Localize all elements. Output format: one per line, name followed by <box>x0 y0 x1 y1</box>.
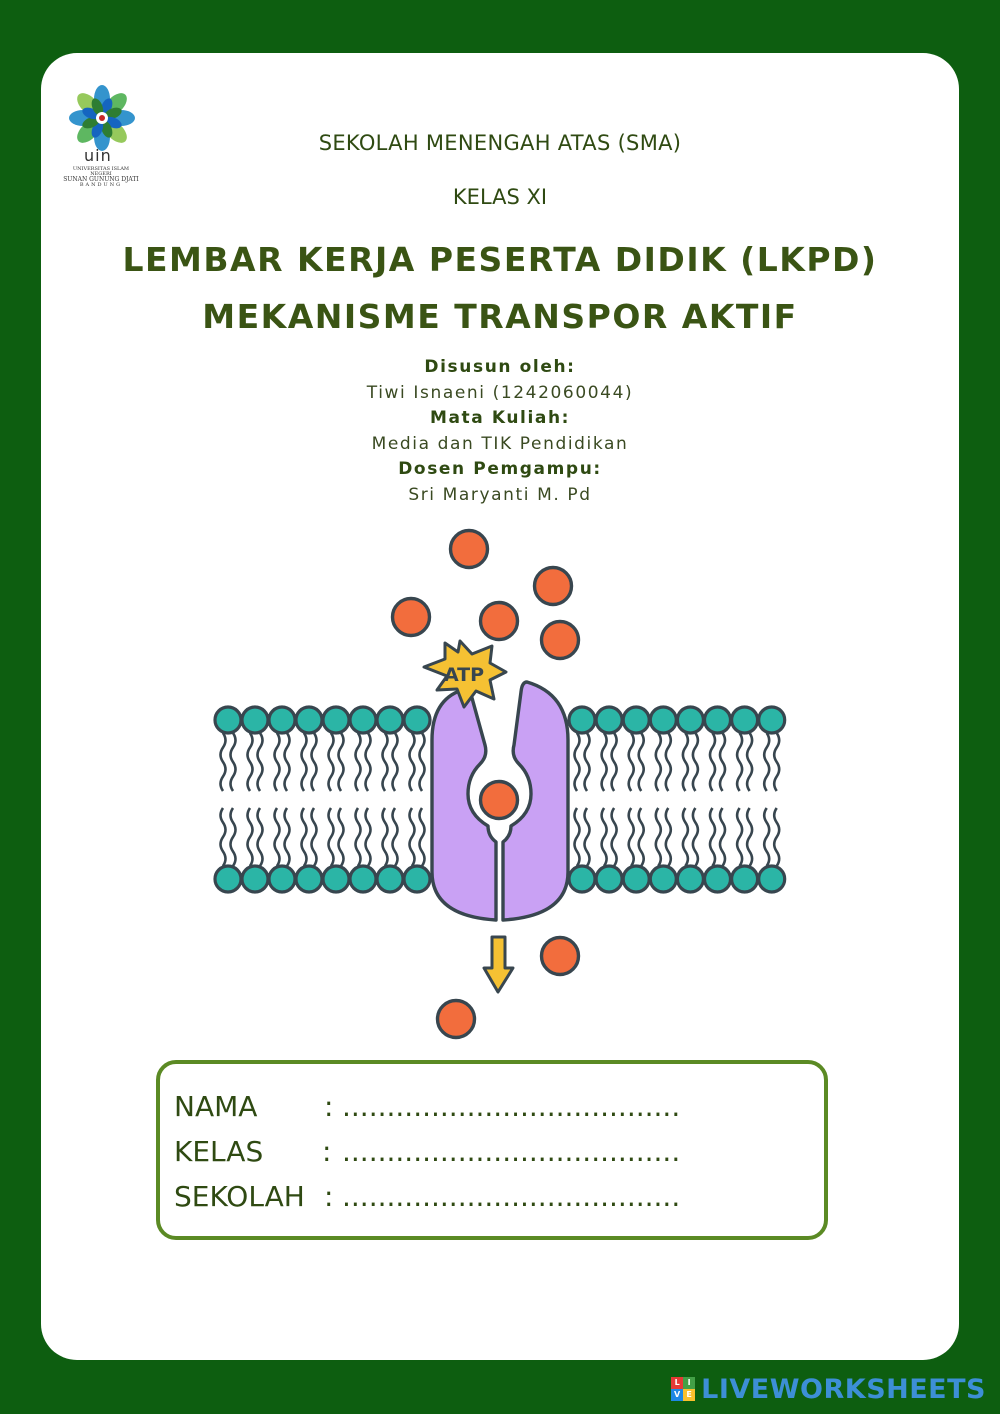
molecule <box>451 531 488 568</box>
course-label: Mata Kuliah: <box>429 408 571 428</box>
molecule <box>535 568 572 605</box>
lipid-tail <box>356 733 361 791</box>
lipid-tail <box>764 733 769 791</box>
lipid-tail <box>737 733 742 791</box>
phospholipid-head <box>705 866 731 892</box>
nama-label: NAMA <box>174 1090 258 1123</box>
phospholipid-head <box>404 866 430 892</box>
phospholipid-head <box>596 707 622 733</box>
lipid-tail <box>285 733 290 791</box>
phospholipid-head <box>350 866 376 892</box>
molecule <box>481 603 518 640</box>
lipid-tail <box>420 808 425 866</box>
lipid-tail <box>683 808 688 866</box>
atp-label: ATP <box>443 664 485 686</box>
lipid-tail <box>393 808 398 866</box>
lipid-tail <box>666 733 671 791</box>
lipid-tail <box>602 808 607 866</box>
phospholipid-head <box>759 866 785 892</box>
lipid-tail <box>602 733 607 791</box>
liveworksheets-text: LIVEWORKSHEETS <box>701 1373 986 1405</box>
kelas-blank[interactable]: ...................................... <box>342 1135 681 1168</box>
phospholipid-head <box>377 707 403 733</box>
lipid-tail <box>656 808 661 866</box>
lipid-tail <box>693 808 698 866</box>
lipid-tail <box>312 808 317 866</box>
lipid-tail <box>329 733 334 791</box>
lipid-tail <box>248 808 253 866</box>
sekolah-label: SEKOLAH <box>174 1180 305 1213</box>
logo-subtitle: UNIVERSITAS ISLAM NEGERI SUNAN GUNUNG DJATI BANDUNG <box>63 166 139 188</box>
lipid-tail <box>585 733 590 791</box>
lipid-tail <box>639 733 644 791</box>
lipid-tail <box>275 733 280 791</box>
lipid-tail <box>737 808 742 866</box>
phospholipid-head <box>759 707 785 733</box>
lipid-tail <box>575 733 580 791</box>
author-name: Tiwi Isnaeni (1242060044) <box>366 382 634 403</box>
phospholipid-head <box>705 707 731 733</box>
lipid-tail <box>275 808 280 866</box>
phospholipid-head <box>242 866 268 892</box>
sekolah-colon: : <box>324 1180 334 1213</box>
lipid-tail <box>585 808 590 866</box>
lipid-tail <box>312 733 317 791</box>
lipid-tail <box>366 808 371 866</box>
phospholipid-head <box>215 866 241 892</box>
lipid-tail <box>612 733 617 791</box>
liveworksheets-watermark[interactable] <box>671 1372 986 1406</box>
lipid-tail <box>366 733 371 791</box>
kelas-label: KELAS <box>174 1135 264 1168</box>
kelas-colon: : <box>322 1135 332 1168</box>
lecturer-label: Dosen Pemgampu: <box>398 459 602 479</box>
school-level: SEKOLAH MENENGAH ATAS (SMA) <box>318 131 682 155</box>
lipid-tail <box>710 808 715 866</box>
phospholipid-head <box>323 866 349 892</box>
lipid-tail <box>575 808 580 866</box>
phospholipid-head <box>269 866 295 892</box>
lipid-tail <box>629 808 634 866</box>
lipid-tail <box>410 808 415 866</box>
phospholipid-head <box>650 866 676 892</box>
phospholipid-head <box>404 707 430 733</box>
lipid-tail <box>656 733 661 791</box>
lipid-tail <box>258 733 263 791</box>
phospholipid-head <box>569 866 595 892</box>
lipid-tail <box>710 733 715 791</box>
phospholipid-head <box>569 707 595 733</box>
lecturer-name: Sri Maryanti M. Pd <box>408 484 592 505</box>
nama-colon: : <box>324 1090 334 1123</box>
lipid-tail <box>339 733 344 791</box>
molecule-in-pump <box>481 782 518 819</box>
author-label: Disusun oleh: <box>424 357 576 377</box>
phospholipid-head <box>377 866 403 892</box>
lipid-tail <box>231 808 236 866</box>
phospholipid-head <box>650 707 676 733</box>
molecule <box>542 938 579 975</box>
lipid-tail <box>747 733 752 791</box>
transport-arrow-icon <box>484 937 513 992</box>
phospholipid-head <box>296 866 322 892</box>
lipid-tail <box>221 808 226 866</box>
lipid-tail <box>629 733 634 791</box>
lipid-tail <box>764 808 769 866</box>
lipid-tail <box>221 733 226 791</box>
lipid-tail <box>612 808 617 866</box>
lipid-tail <box>329 808 334 866</box>
phospholipid-head <box>323 707 349 733</box>
lipid-tail <box>666 808 671 866</box>
phospholipid-head <box>677 707 703 733</box>
lipid-tail <box>339 808 344 866</box>
class-level: KELAS XI <box>452 185 548 209</box>
lipid-tail <box>720 733 725 791</box>
worksheet-topic: MEKANISME TRANSPOR AKTIF <box>202 297 798 336</box>
phospholipid-head <box>677 866 703 892</box>
logo-wordmark: uin <box>84 146 112 165</box>
lipid-tail <box>747 808 752 866</box>
phospholipid-head <box>623 707 649 733</box>
sekolah-blank[interactable]: ...................................... <box>342 1180 681 1213</box>
lipid-tail <box>683 733 688 791</box>
lipid-tail <box>420 733 425 791</box>
lipid-tail <box>693 733 698 791</box>
lipid-tail <box>302 808 307 866</box>
lipid-tail <box>720 808 725 866</box>
phospholipid-head <box>296 707 322 733</box>
molecule <box>438 1001 475 1038</box>
liveworksheets-logo-icon: L I V E <box>671 1377 695 1401</box>
lipid-tail <box>639 808 644 866</box>
phospholipid-head <box>269 707 295 733</box>
lipid-tail <box>231 733 236 791</box>
phospholipid-head <box>350 707 376 733</box>
phospholipid-head <box>623 866 649 892</box>
lipid-tail <box>258 808 263 866</box>
lipid-tail <box>410 733 415 791</box>
lipid-tail <box>774 808 779 866</box>
lipid-tail <box>356 808 361 866</box>
lipid-tail <box>285 808 290 866</box>
nama-blank[interactable]: ...................................... <box>342 1090 681 1123</box>
molecule <box>542 622 579 659</box>
phospholipid-head <box>732 707 758 733</box>
phospholipid-head <box>215 707 241 733</box>
lipid-tail <box>383 733 388 791</box>
lipid-tail <box>393 733 398 791</box>
phospholipid-head <box>242 707 268 733</box>
worksheet-title: LEMBAR KERJA PESERTA DIDIK (LKPD) <box>122 240 878 279</box>
phospholipid-head <box>596 866 622 892</box>
phospholipid-head <box>732 866 758 892</box>
lipid-tail <box>302 733 307 791</box>
course-name: Media dan TIK Pendidikan <box>371 433 629 454</box>
lipid-tail <box>383 808 388 866</box>
lipid-tail <box>774 733 779 791</box>
lipid-tail <box>248 733 253 791</box>
molecule <box>393 599 430 636</box>
